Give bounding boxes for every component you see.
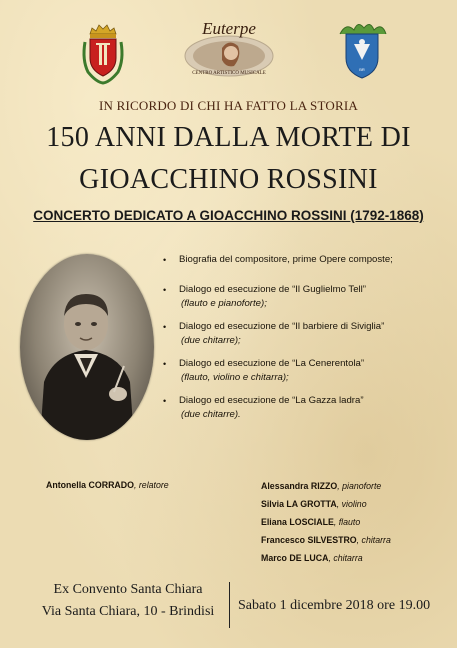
bullet-icon: • [163, 322, 167, 332]
speaker-name: Antonella CORRADO [46, 480, 134, 490]
performer-row [261, 498, 391, 516]
title-line-2: GIOACCHINO ROSSINI [79, 164, 378, 195]
program-item-text: Dialogo ed esecuzione de “Il barbiere di Siviglia” [179, 321, 385, 332]
program-item-instruments: (flauto e pianoforte); [181, 298, 267, 309]
program-item-text: Biografia del compositore, prime Opere composte; [179, 254, 393, 265]
program-item-text: Dialogo ed esecuzione de “Il Guglielmo Tell” [179, 284, 367, 295]
performer-row [261, 516, 391, 534]
rossini-portrait [20, 254, 154, 440]
footer-divider [229, 582, 230, 628]
program-list [163, 253, 448, 431]
performer-row [261, 534, 391, 552]
speaker-role: , relatore [133, 480, 169, 490]
bullet-icon: • [163, 285, 167, 295]
performer-role: , flauto [333, 517, 361, 527]
speaker-credit [46, 480, 169, 490]
performer-name: Marco DE LUCA [261, 553, 329, 563]
event-date: Sabato 1 dicembre 2018 ore 19.00 [238, 598, 431, 613]
concert-subtitle: CONCERTO DEDICATO A GIOACCHINO ROSSINI (1792-1868) [33, 208, 424, 223]
euterpe-logo [182, 18, 277, 82]
program-item [163, 283, 448, 311]
provincial-crest-right [336, 20, 388, 82]
municipal-crest-left [78, 20, 128, 86]
performer-name: Alessandra RIZZO [261, 481, 338, 491]
venue-address: Via Santa Chiara, 10 - Brindisi [41, 604, 215, 619]
program-item-instruments: (due chitarre); [181, 335, 241, 346]
performer-role: , chitarra [328, 553, 363, 563]
program-item [163, 320, 448, 348]
svg-text:CENTRO ARTISTICO MUSICALE: CENTRO ARTISTICO MUSICALE [192, 71, 266, 76]
performer-role: , pianoforte [337, 481, 382, 491]
bullet-icon: • [163, 359, 167, 369]
bullet-icon: • [163, 255, 167, 265]
performer-name: Silvia LA GROTTA [261, 499, 337, 509]
performers-list [261, 480, 391, 570]
program-item-instruments: (flauto, violino e chitarra); [181, 372, 289, 383]
performer-name: Eliana LOSCIALE [261, 517, 334, 527]
program-item [163, 253, 448, 267]
title-line-1: 150 ANNI DALLA MORTE DI [46, 122, 411, 153]
performer-name: Francesco SILVESTRO [261, 535, 357, 545]
venue-name: Ex Convento Santa Chiara [53, 582, 203, 597]
program-item-instruments: (due chitarre). [181, 409, 241, 420]
performer-role: , violino [336, 499, 367, 509]
svg-text:Euterpe: Euterpe [202, 19, 256, 38]
kicker-text: IN RICORDO DI CHI HA FATTO LA STORIA [99, 98, 358, 113]
program-item-text: Dialogo ed esecuzione de “La Cenerentola” [179, 358, 365, 369]
program-item-text: Dialogo ed esecuzione de “La Gazza ladra” [179, 395, 364, 406]
bullet-icon: • [163, 396, 167, 406]
program-item [163, 357, 448, 385]
performer-row [261, 480, 391, 498]
performer-row [261, 552, 391, 570]
performer-role: , chitarra [356, 535, 391, 545]
program-item [163, 394, 448, 422]
svg-text:BR: BR [359, 67, 365, 72]
